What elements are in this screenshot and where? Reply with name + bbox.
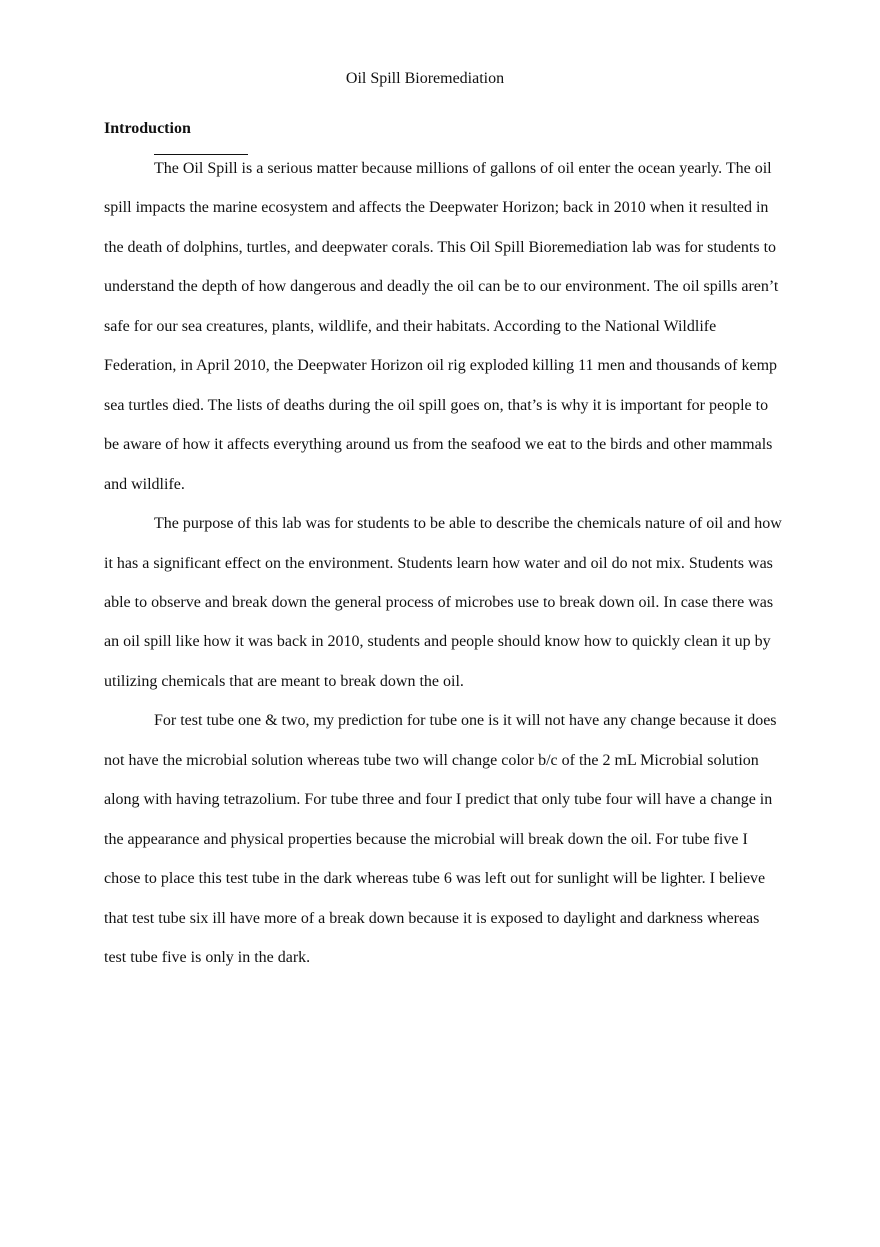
- section-heading-introduction: Introduction: [104, 120, 191, 137]
- document-body: [104, 149, 784, 978]
- paragraph-introduction: The Oil Spill is a serious matter because millions of gallons of oil enter the ocean yearly. The oil spill impacts the marine ecosystem and affects the Deepwater Horizon; back in 2010 when it resulted in the death of dolphins, turtles, and deepwater corals. This Oil Spill Bioremediation lab was for students to understand the depth of how dangerous and deadly the oil can be to our environment. The oil spills aren’t safe for our sea creatures, plants, wildlife, and their habitats. According to the National Wildlife Federation, in April 2010, the Deepwater Horizon oil rig exploded killing 11 men and thousands of kemp sea turtles died. The lists of deaths during the oil spill goes on, that’s is why it is important for people to be aware of how it affects everything around us from the seafood we eat to the birds and other mammals and wildlife.: [104, 160, 779, 493]
- document-title: Oil Spill Bioremediation: [345, 70, 505, 87]
- paragraph-predictions: For test tube one & two, my prediction for tube one is it will not have any change because it does not have the microbial solution whereas tube two will change color b/c of the 2 mL Microbial solution along with having tetrazolium. For tube three and four I predict that only tube four will have a change in the appearance and physical properties because the microbial will break down the oil. For tube five I chose to place this test tube in the dark whereas tube 6 was left out for sunlight will be lighter. I believe that test tube six ill have more of a break down because it is exposed to daylight and darkness whereas test tube five is only in the dark.: [104, 712, 777, 967]
- paragraph-purpose: The purpose of this lab was for students to be able to describe the chemicals nature of oil and how it has a significant effect on the environment. Students learn how water and oil do not mix. Students was able to observe and break down the general process of microbes use to break down oil. In case there was an oil spill like how it was back in 2010, students and people should know how to quickly clean it up by utilizing chemicals that are meant to break down the oil.: [104, 515, 782, 690]
